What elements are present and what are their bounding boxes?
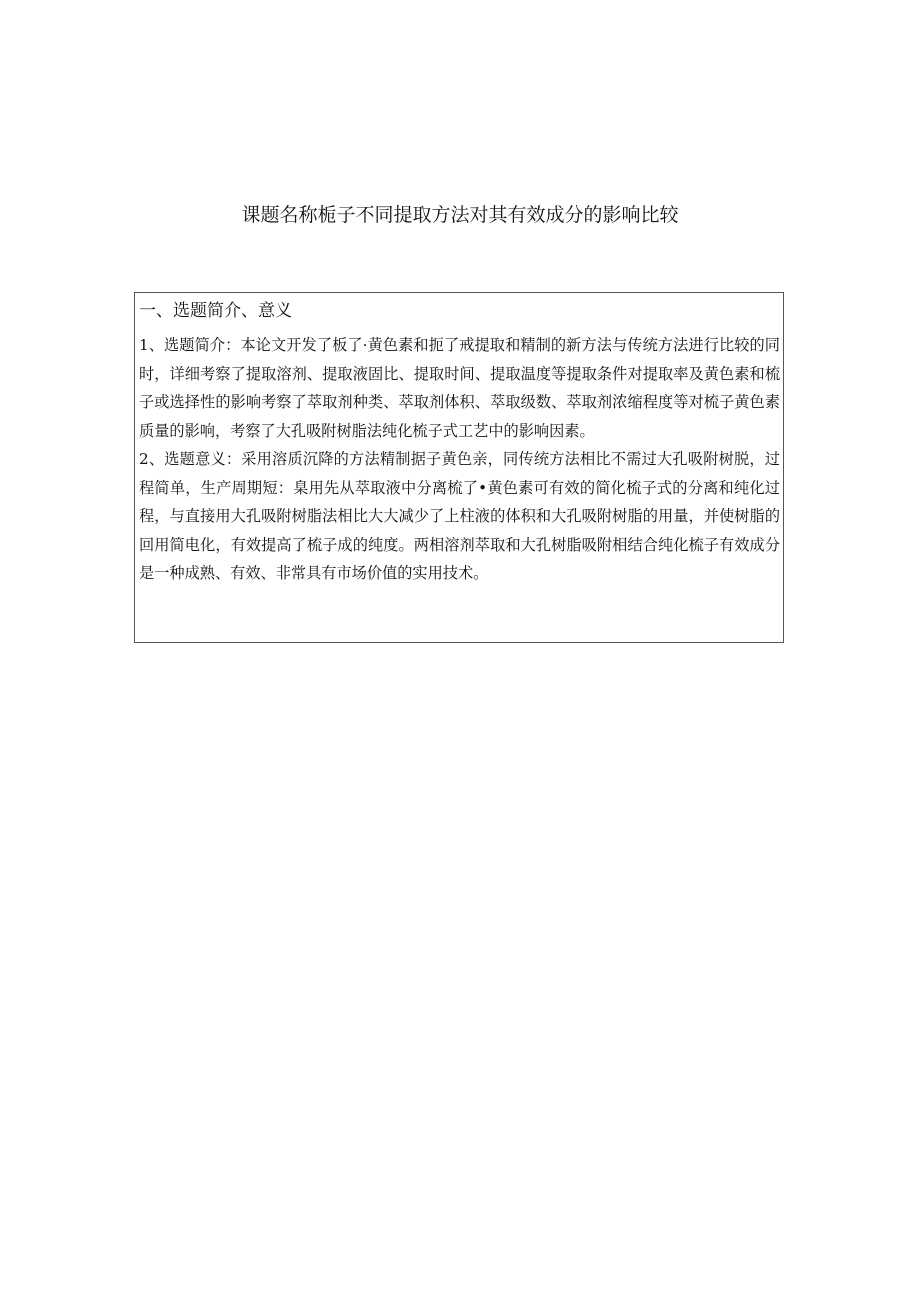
document-title: 课题名称栀子不同提取方法对其有效成分的影响比较 [241, 204, 679, 226]
section-heading: 一、选题简介、意义 [139, 301, 292, 321]
paragraph-significance: 2、选题意义：采用溶质沉降的方法精制据子黄色亲，同传统方法相比不需过大孔吸附树脱，过程简单，生产周期短：臬用先从萃取液中分离梳了•黄色素可有效的简化梳子式的分离和纯化过程，与直接用大孔吸附树脂法相比大大减少了上柱液的体积和大孔吸附树脂的用量，并使树脂的回用简电化，有效提高了梳子成的纯度。两相溶剂萃取和大孔树脂吸附相结合纯化梳子有效成分是一种成熟、有效、非常具有市场价值的实用技术。 [139, 450, 780, 582]
paragraph-intro: 1、选题简介：本论文开发了板了·黄色素和扼了戒提取和精制的新方法与传统方法进行比较的同时，详细考察了提取溶剂、提取液固比、提取时间、提取温度等提取条件对提取率及黄色素和梳子或选择性的影响考察了萃取剂种类、萃取剂体积、萃取级数、萃取剂浓缩程度等对梳子黄色素质量的影响，考察了大孔吸附树脂法纯化梳子式工艺中的影响因素。 [139, 336, 780, 440]
section-box [134, 292, 784, 643]
